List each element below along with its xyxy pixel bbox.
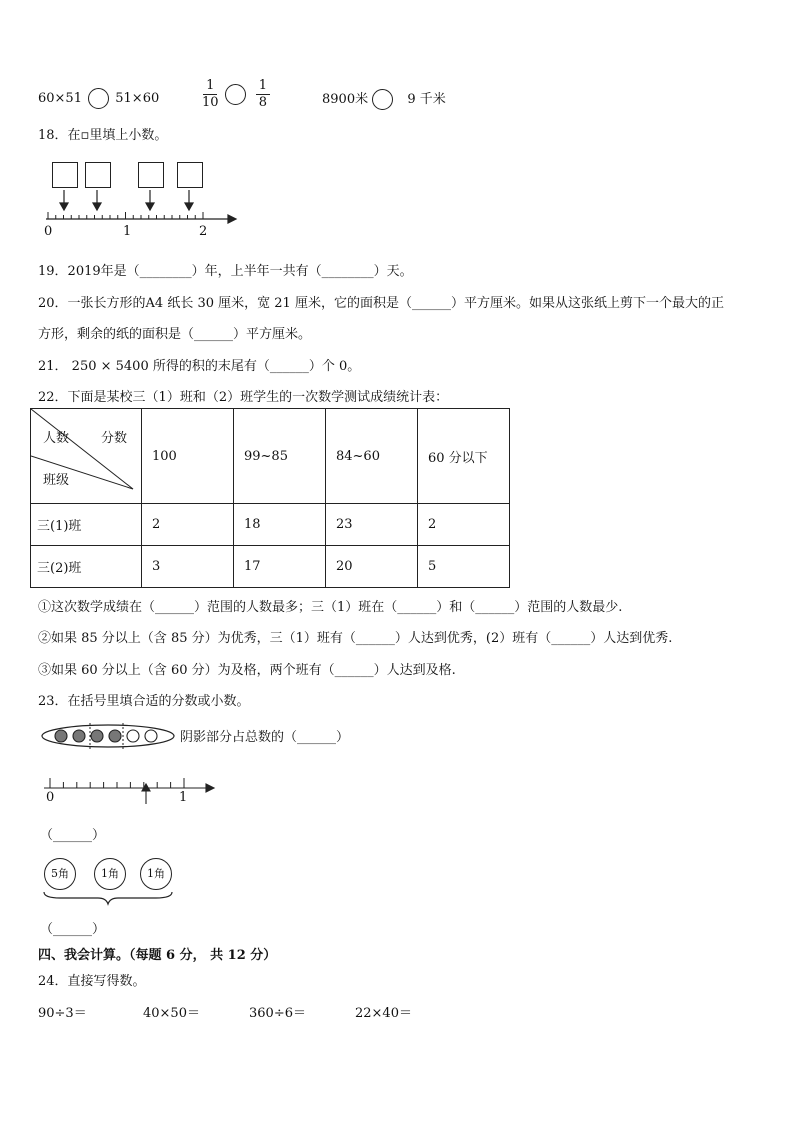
q23-tick-1: 1 bbox=[179, 790, 188, 805]
q22-sub1: ①这次数学成绩在（______）范围的人数最多；三（1）班在（______）和（______）范围的人数最少. bbox=[38, 600, 623, 615]
table-row-label: 三(2)班 bbox=[31, 546, 142, 588]
q18-answer-box-3[interactable] bbox=[138, 162, 164, 188]
q20-line2: 方形，剩余的纸的面积是（______）平方厘米。 bbox=[38, 327, 312, 342]
compare-circle-a[interactable] bbox=[88, 88, 109, 109]
q21-text: 21． 250 × 5400 所得的积的末尾有（______）个 0。 bbox=[38, 359, 361, 374]
shaded-circle bbox=[91, 730, 103, 742]
corner-top-left: 人数 bbox=[43, 431, 70, 446]
q18-text: 18．在▫里填上小数。 bbox=[38, 128, 168, 143]
q22-sub2: ②如果 85 分以上（含 85 分）为优秀，三（1）班有（______）人达到优秀，(2）班有（______）人达到优秀. bbox=[38, 631, 673, 646]
shaded-circle bbox=[73, 730, 85, 742]
table-corner-cell bbox=[31, 409, 142, 504]
corner-bottom: 班级 bbox=[43, 473, 70, 488]
compare-a-left: 60×51 bbox=[38, 91, 82, 106]
table-cell: 17 bbox=[234, 546, 326, 588]
compare-item-c bbox=[322, 88, 446, 110]
q24-item: 40×50＝ bbox=[143, 1006, 200, 1021]
frac2-denominator: 8 bbox=[258, 95, 267, 110]
q23-number-line bbox=[40, 774, 220, 808]
q23-tick-0: 0 bbox=[46, 790, 55, 805]
empty-circle bbox=[127, 730, 139, 742]
q23-shaded-caption: 阴影部分占总数的（______） bbox=[180, 730, 350, 745]
shaded-circles-figure bbox=[40, 722, 178, 750]
shaded-circle bbox=[55, 730, 67, 742]
section4-title: 四、我会计算。（每题 6 分， 共 12 分） bbox=[38, 948, 277, 963]
table-header: 100 bbox=[142, 409, 234, 504]
q18-tick-0: 0 bbox=[44, 224, 53, 239]
empty-circle bbox=[145, 730, 157, 742]
compare-circle-c[interactable] bbox=[372, 89, 393, 110]
q20-line1: 20．一张长方形的A4 纸长 30 厘米，宽 21 厘米，它的面积是（______）平方厘米。如果从这张纸上剪下一个最大的正 bbox=[38, 296, 724, 311]
fraction-1-8 bbox=[256, 78, 270, 111]
q18-answer-box-2[interactable] bbox=[85, 162, 111, 188]
table-cell: 2 bbox=[142, 504, 234, 546]
coins-brace bbox=[40, 890, 180, 906]
score-table bbox=[30, 408, 510, 588]
table-header: 99~85 bbox=[234, 409, 326, 504]
q23-blank2[interactable]: （______） bbox=[40, 922, 106, 937]
frac1-denominator: 10 bbox=[202, 95, 219, 110]
table-cell: 23 bbox=[326, 504, 418, 546]
compare-a-right: 51×60 bbox=[115, 91, 160, 106]
coin-1-jiao: 1角 bbox=[94, 858, 126, 890]
corner-diagonals bbox=[31, 409, 141, 504]
shaded-circle bbox=[109, 730, 121, 742]
table-cell: 5 bbox=[418, 546, 510, 588]
q23-blank1[interactable]: （______） bbox=[40, 828, 106, 843]
table-row bbox=[31, 546, 510, 588]
table-header: 84~60 bbox=[326, 409, 418, 504]
table-row-label: 三(1)班 bbox=[31, 504, 142, 546]
q24-item: 360÷6＝ bbox=[249, 1006, 306, 1021]
table-header-row bbox=[31, 409, 510, 504]
table-cell: 2 bbox=[418, 504, 510, 546]
frac2-numerator: 1 bbox=[258, 78, 267, 93]
compare-item-b bbox=[202, 78, 270, 111]
q22-text: 22．下面是某校三（1）班和（2）班学生的一次数学测试成绩统计表： bbox=[38, 390, 449, 405]
compare-circle-b[interactable] bbox=[225, 84, 246, 105]
q19-text: 19．2019年是（________）年，上半年一共有（________）天。 bbox=[38, 264, 413, 279]
q18-answer-box-1[interactable] bbox=[52, 162, 78, 188]
q24-text: 24．直接写得数。 bbox=[38, 974, 146, 989]
table-cell: 3 bbox=[142, 546, 234, 588]
table-cell: 20 bbox=[326, 546, 418, 588]
q18-tick-2: 2 bbox=[199, 224, 208, 239]
q24-item: 90÷3＝ bbox=[38, 1006, 87, 1021]
table-cell: 18 bbox=[234, 504, 326, 546]
q18-answer-box-4[interactable] bbox=[177, 162, 203, 188]
coin-1-jiao: 1角 bbox=[140, 858, 172, 890]
q24-item: 22×40＝ bbox=[355, 1006, 412, 1021]
frac1-numerator: 1 bbox=[206, 78, 215, 93]
q18-number-line bbox=[40, 188, 240, 228]
q22-sub3: ③如果 60 分以上（含 60 分）为及格，两个班有（______）人达到及格. bbox=[38, 663, 456, 678]
fraction-1-10 bbox=[202, 78, 219, 111]
corner-top-right: 分数 bbox=[101, 431, 128, 446]
table-header: 60 分以下 bbox=[418, 409, 510, 504]
q18-tick-1: 1 bbox=[123, 224, 132, 239]
compare-item-a bbox=[38, 88, 159, 109]
table-row bbox=[31, 504, 510, 546]
compare-c-right: 9 千米 bbox=[407, 92, 446, 107]
q23-text: 23．在括号里填合适的分数或小数。 bbox=[38, 694, 250, 709]
coin-5-jiao: 5角 bbox=[44, 858, 76, 890]
compare-c-left: 8900米 bbox=[322, 92, 369, 107]
